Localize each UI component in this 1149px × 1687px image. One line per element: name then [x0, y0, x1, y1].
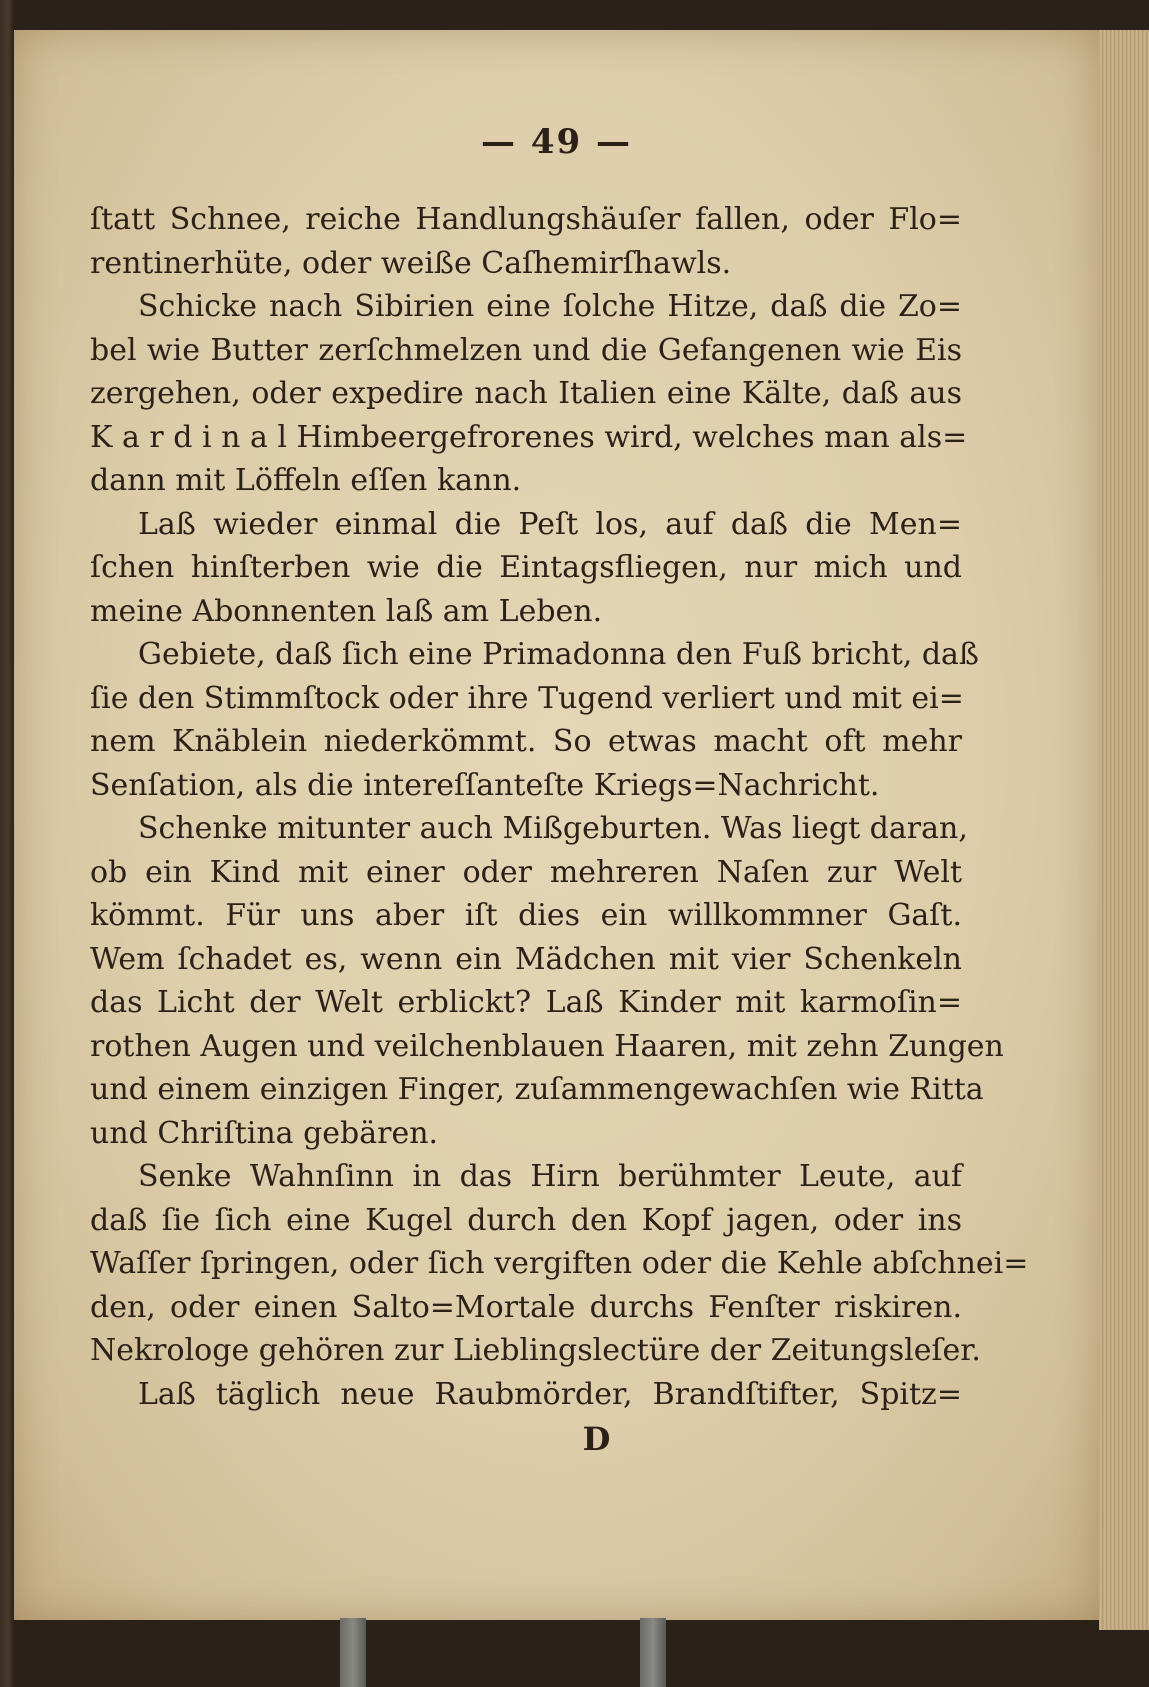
text-line: Schicke nach Sibirien eine ſolche Hitze, daß die Zo=	[138, 289, 962, 324]
text-line: Nekrologe gehören zur Lieblingslectüre der Zeitungsleſer.	[90, 1333, 981, 1368]
text-line: nem Knäblein niederkömmt. So etwas macht oft mehr	[90, 724, 962, 759]
text-line: Senſation, als die intereſſanteſte Kriegs=Nachricht.	[90, 767, 880, 803]
text-line: ob ein Kind mit einer oder mehreren Naſen zur Welt	[90, 854, 962, 890]
text-line: bel wie Butter zerſchmelzen und die Gefangenen wie Eis	[90, 332, 962, 368]
text-line: K a r d i n a l Himbeergefrorenes wird, welches man als=	[90, 419, 968, 455]
text-line: Gebiete, daß ſich eine Primadonna den Fuß bricht, daß	[138, 637, 979, 672]
text-line: und einem einzigen Finger, zuſammengewachſen wie Ritta	[90, 1072, 984, 1107]
text-line: Schenke mitunter auch Mißgeburten. Was liegt daran,	[138, 811, 968, 846]
text-line: Senke Wahnſinn in das Hirn berühmter Leute, auf	[138, 1159, 962, 1194]
text-line: rothen Augen und veilchenblauen Haaren, mit zehn Zungen	[90, 1028, 1004, 1064]
text-line: ſchen hinſterben wie die Eintagsfliegen, nur mich und	[90, 550, 962, 585]
text-line: ſie den Stimmſtock oder ihre Tugend verliert und mit ei=	[90, 680, 964, 716]
text-line: daß ſie ſich eine Kugel durch den Kopf jagen, oder ins	[90, 1202, 962, 1238]
text-line: das Licht der Welt erblickt? Laß Kinder mit karmoſin=	[90, 985, 962, 1020]
text-line: und Chriſtina gebären.	[90, 1115, 439, 1151]
text-line: Waſſer ſpringen, oder ſich vergiften oder die Kehle abſchnei=	[90, 1246, 1029, 1281]
text-line: Wem ſchadet es, wenn ein Mädchen mit vier Schenkeln	[90, 941, 962, 977]
text-line: kömmt. Für uns aber iſt dies ein willkommner Gaſt.	[90, 898, 962, 933]
text-line: Laß täglich neue Raubmörder, Brandſtifter, Spitz=	[138, 1376, 962, 1412]
text-line: dann mit Löffeln eſſen kann.	[90, 463, 522, 498]
page-number: — 49 —	[481, 122, 632, 162]
text-line: zergehen, oder expedire nach Italien eine Kälte, daß aus	[90, 376, 962, 411]
bookmark-ribbon	[340, 1618, 366, 1687]
text-line: den, oder einen Salto=Mortale durchs Fenſter riskiren.	[90, 1289, 962, 1325]
book-page	[14, 30, 1099, 1620]
page-edge	[1099, 30, 1149, 1630]
text-line: meine Abonnenten laß am Leben.	[90, 593, 603, 629]
text-line: rentinerhüte, oder weiße Caſhemirſhawls.	[90, 245, 732, 281]
text-block	[90, 198, 1029, 1416]
text-line: Laß wieder einmal die Peſt los, auf daß die Men=	[138, 506, 962, 542]
text-line: ſtatt Schnee, reiche Handlungshäuſer fallen, oder Flo=	[90, 202, 962, 237]
printer-signature-mark: D	[582, 1420, 611, 1458]
bookmark-ribbon	[640, 1618, 666, 1687]
